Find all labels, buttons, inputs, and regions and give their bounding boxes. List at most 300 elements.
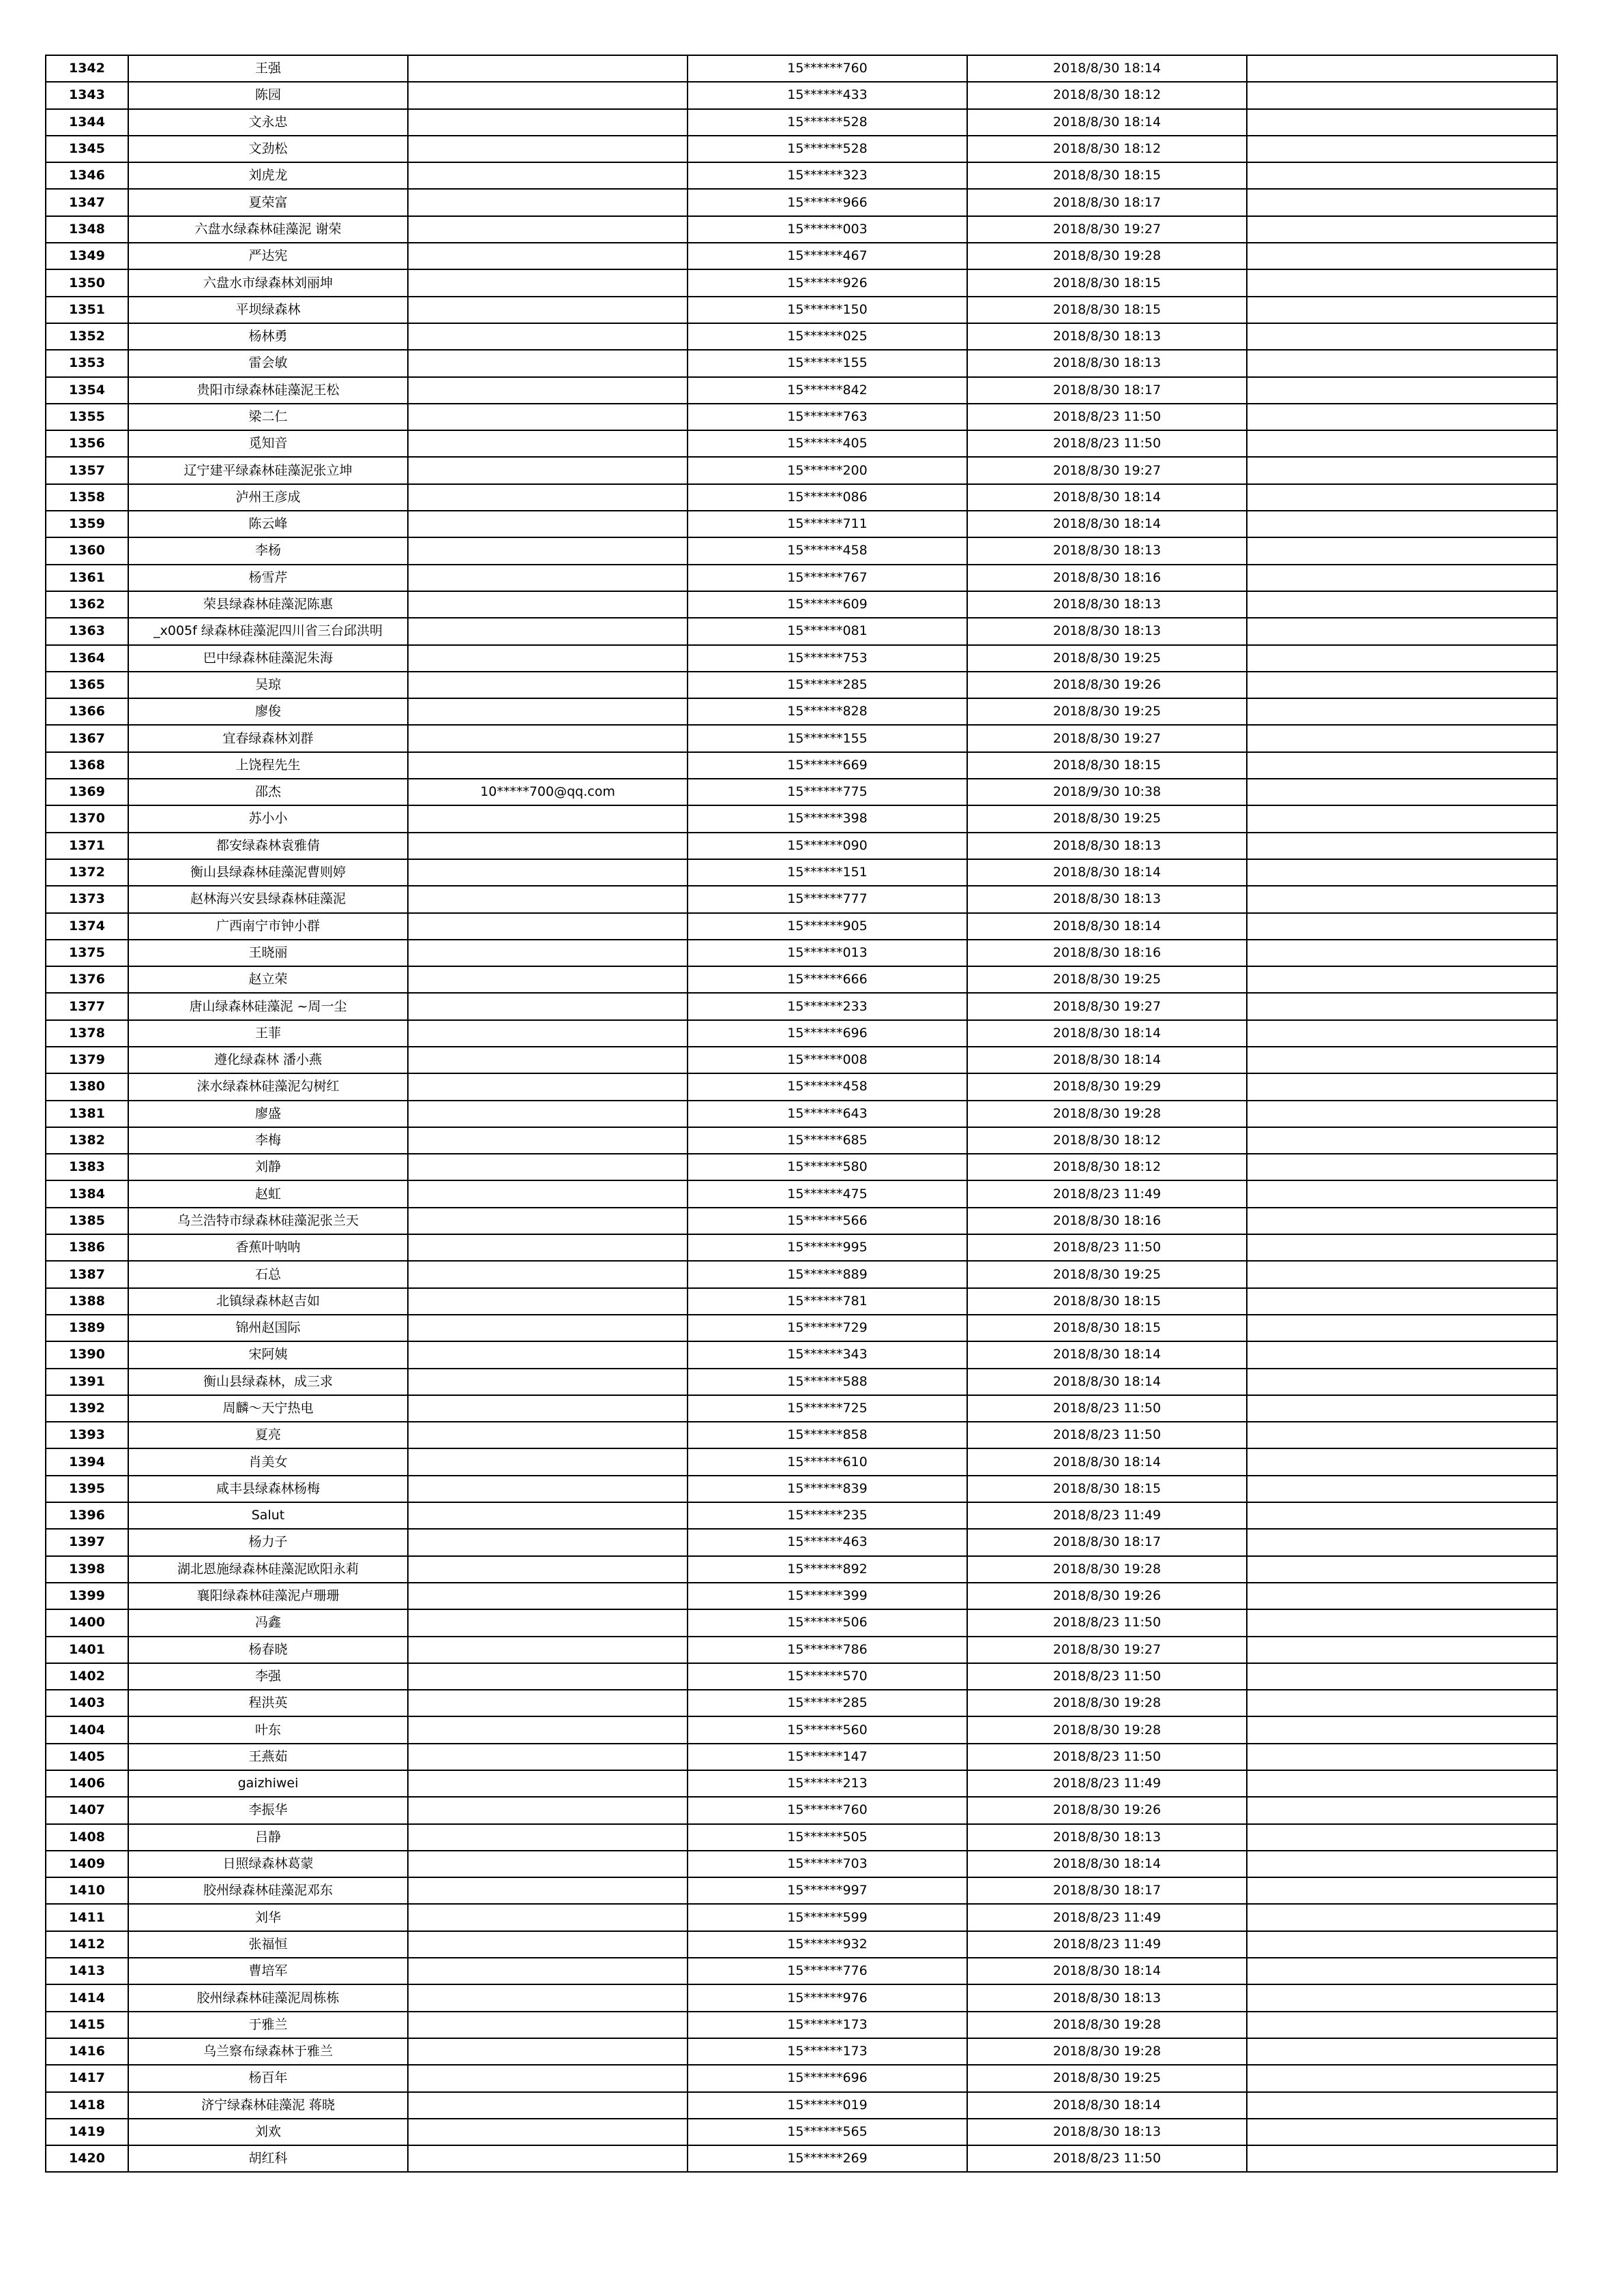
email-cell bbox=[408, 1958, 688, 1984]
phone-cell: 15******506 bbox=[688, 1609, 967, 1636]
row-number-cell: 1375 bbox=[46, 940, 128, 966]
datetime-cell: 2018/8/30 18:14 bbox=[967, 1369, 1247, 1395]
datetime-cell: 2018/8/30 18:14 bbox=[967, 1851, 1247, 1877]
table-row bbox=[46, 1663, 1557, 1690]
note-cell bbox=[1247, 377, 1557, 404]
email-cell bbox=[408, 1208, 688, 1234]
table-row bbox=[46, 833, 1557, 859]
phone-cell: 15******775 bbox=[688, 779, 967, 805]
email-cell bbox=[408, 1180, 688, 1207]
email-cell bbox=[408, 1770, 688, 1797]
phone-cell: 15******570 bbox=[688, 1663, 967, 1690]
row-number-cell: 1410 bbox=[46, 1877, 128, 1904]
phone-cell: 15******966 bbox=[688, 189, 967, 215]
note-cell bbox=[1247, 1690, 1557, 1716]
row-number-cell: 1361 bbox=[46, 565, 128, 591]
row-number-cell: 1416 bbox=[46, 2038, 128, 2065]
phone-cell: 15******398 bbox=[688, 805, 967, 832]
note-cell bbox=[1247, 269, 1557, 296]
row-number-cell: 1405 bbox=[46, 1744, 128, 1770]
table-row bbox=[46, 350, 1557, 376]
table-row bbox=[46, 1020, 1557, 1047]
note-cell bbox=[1247, 1984, 1557, 2011]
row-number-cell: 1382 bbox=[46, 1127, 128, 1154]
email-cell bbox=[408, 1288, 688, 1315]
row-number-cell: 1378 bbox=[46, 1020, 128, 1047]
name-cell: 赵林海兴安县绿森林硅藻泥 bbox=[128, 886, 408, 912]
data-table bbox=[45, 55, 1558, 2173]
phone-cell: 15******767 bbox=[688, 565, 967, 591]
email-cell bbox=[408, 1609, 688, 1636]
row-number-cell: 1365 bbox=[46, 672, 128, 698]
note-cell bbox=[1247, 993, 1557, 1019]
note-cell bbox=[1247, 1931, 1557, 1958]
phone-cell: 15******528 bbox=[688, 136, 967, 162]
name-cell: 衡山县绿森林，成三求 bbox=[128, 1369, 408, 1395]
table-row bbox=[46, 1315, 1557, 1341]
phone-cell: 15******433 bbox=[688, 82, 967, 108]
note-cell bbox=[1247, 1904, 1557, 1930]
table-row bbox=[46, 457, 1557, 483]
email-cell bbox=[408, 2145, 688, 2172]
email-cell bbox=[408, 1690, 688, 1716]
email-cell bbox=[408, 1583, 688, 1609]
datetime-cell: 2018/8/30 18:14 bbox=[967, 511, 1247, 537]
datetime-cell: 2018/8/30 19:25 bbox=[967, 805, 1247, 832]
datetime-cell: 2018/8/30 19:27 bbox=[967, 993, 1247, 1019]
phone-cell: 15******696 bbox=[688, 1020, 967, 1047]
table-row bbox=[46, 672, 1557, 698]
row-number-cell: 1384 bbox=[46, 1180, 128, 1207]
name-cell: 觅知音 bbox=[128, 430, 408, 457]
datetime-cell: 2018/8/30 18:14 bbox=[967, 2092, 1247, 2119]
table-row bbox=[46, 511, 1557, 537]
name-cell: 都安绿森林袁雅倩 bbox=[128, 833, 408, 859]
datetime-cell: 2018/8/30 18:14 bbox=[967, 913, 1247, 940]
table-row bbox=[46, 940, 1557, 966]
name-cell: 李杨 bbox=[128, 537, 408, 564]
phone-cell: 15******828 bbox=[688, 698, 967, 725]
table-row bbox=[46, 1180, 1557, 1207]
phone-cell: 15******233 bbox=[688, 993, 967, 1019]
datetime-cell: 2018/8/23 11:50 bbox=[967, 1663, 1247, 1690]
table-row bbox=[46, 2012, 1557, 2038]
table-row bbox=[46, 1716, 1557, 1743]
name-cell: 陈园 bbox=[128, 82, 408, 108]
name-cell: 肖美女 bbox=[128, 1448, 408, 1475]
name-cell: 曹培军 bbox=[128, 1958, 408, 1984]
email-cell bbox=[408, 966, 688, 993]
name-cell: 唐山绿森林硅藻泥 ~周一尘 bbox=[128, 993, 408, 1019]
phone-cell: 15******505 bbox=[688, 1824, 967, 1851]
table-row bbox=[46, 698, 1557, 725]
note-cell bbox=[1247, 725, 1557, 751]
row-number-cell: 1353 bbox=[46, 350, 128, 376]
phone-cell: 15******776 bbox=[688, 1958, 967, 1984]
phone-cell: 15******003 bbox=[688, 216, 967, 243]
row-number-cell: 1354 bbox=[46, 377, 128, 404]
row-number-cell: 1408 bbox=[46, 1824, 128, 1851]
datetime-cell: 2018/8/30 18:12 bbox=[967, 1154, 1247, 1180]
datetime-cell: 2018/8/30 19:25 bbox=[967, 966, 1247, 993]
email-cell bbox=[408, 1931, 688, 1958]
table-row bbox=[46, 1797, 1557, 1823]
note-cell bbox=[1247, 1716, 1557, 1743]
table-row bbox=[46, 404, 1557, 430]
email-cell bbox=[408, 404, 688, 430]
table-row bbox=[46, 859, 1557, 886]
name-cell: 六盘水市绿森林刘丽坤 bbox=[128, 269, 408, 296]
row-number-cell: 1399 bbox=[46, 1583, 128, 1609]
name-cell: 胡红科 bbox=[128, 2145, 408, 2172]
table-row bbox=[46, 1047, 1557, 1073]
row-number-cell: 1407 bbox=[46, 1797, 128, 1823]
row-number-cell: 1360 bbox=[46, 537, 128, 564]
phone-cell: 15******997 bbox=[688, 1877, 967, 1904]
phone-cell: 15******753 bbox=[688, 645, 967, 672]
note-cell bbox=[1247, 457, 1557, 483]
datetime-cell: 2018/8/30 18:15 bbox=[967, 297, 1247, 323]
datetime-cell: 2018/8/30 18:12 bbox=[967, 136, 1247, 162]
phone-cell: 15******905 bbox=[688, 913, 967, 940]
email-cell bbox=[408, 1448, 688, 1475]
name-cell: 巴中绿森林硅藻泥朱海 bbox=[128, 645, 408, 672]
table-row bbox=[46, 162, 1557, 189]
name-cell: 杨力子 bbox=[128, 1529, 408, 1555]
row-number-cell: 1388 bbox=[46, 1288, 128, 1315]
table-row bbox=[46, 1208, 1557, 1234]
table-row bbox=[46, 805, 1557, 832]
table-row bbox=[46, 1369, 1557, 1395]
datetime-cell: 2018/8/30 18:15 bbox=[967, 269, 1247, 296]
phone-cell: 15******842 bbox=[688, 377, 967, 404]
row-number-cell: 1344 bbox=[46, 109, 128, 136]
datetime-cell: 2018/8/30 18:12 bbox=[967, 1127, 1247, 1154]
row-number-cell: 1403 bbox=[46, 1690, 128, 1716]
email-cell bbox=[408, 1984, 688, 2011]
row-number-cell: 1393 bbox=[46, 1422, 128, 1448]
phone-cell: 15******763 bbox=[688, 404, 967, 430]
name-cell: 杨林勇 bbox=[128, 323, 408, 350]
note-cell bbox=[1247, 109, 1557, 136]
table-row bbox=[46, 1583, 1557, 1609]
table-row bbox=[46, 1637, 1557, 1663]
phone-cell: 15******463 bbox=[688, 1529, 967, 1555]
email-cell bbox=[408, 859, 688, 886]
note-cell bbox=[1247, 913, 1557, 940]
email-cell bbox=[408, 1127, 688, 1154]
email-cell bbox=[408, 1904, 688, 1930]
note-cell bbox=[1247, 297, 1557, 323]
name-cell: 杨春晓 bbox=[128, 1637, 408, 1663]
row-number-cell: 1411 bbox=[46, 1904, 128, 1930]
note-cell bbox=[1247, 1180, 1557, 1207]
phone-cell: 15******932 bbox=[688, 1931, 967, 1958]
row-number-cell: 1413 bbox=[46, 1958, 128, 1984]
phone-cell: 15******926 bbox=[688, 269, 967, 296]
note-cell bbox=[1247, 1341, 1557, 1368]
note-cell bbox=[1247, 1101, 1557, 1127]
email-cell bbox=[408, 2092, 688, 2119]
datetime-cell: 2018/8/30 18:14 bbox=[967, 109, 1247, 136]
row-number-cell: 1355 bbox=[46, 404, 128, 430]
email-cell bbox=[408, 1744, 688, 1770]
note-cell bbox=[1247, 1663, 1557, 1690]
phone-cell: 15******995 bbox=[688, 1234, 967, 1261]
phone-cell: 15******703 bbox=[688, 1851, 967, 1877]
datetime-cell: 2018/8/30 19:28 bbox=[967, 1101, 1247, 1127]
note-cell bbox=[1247, 1744, 1557, 1770]
table-row bbox=[46, 1851, 1557, 1877]
phone-cell: 15******151 bbox=[688, 859, 967, 886]
datetime-cell: 2018/8/30 18:14 bbox=[967, 484, 1247, 511]
note-cell bbox=[1247, 1288, 1557, 1315]
table-row bbox=[46, 377, 1557, 404]
email-cell bbox=[408, 993, 688, 1019]
row-number-cell: 1352 bbox=[46, 323, 128, 350]
phone-cell: 15******892 bbox=[688, 1556, 967, 1583]
name-cell: 泸州王彦成 bbox=[128, 484, 408, 511]
email-cell bbox=[408, 833, 688, 859]
phone-cell: 15******458 bbox=[688, 1073, 967, 1100]
row-number-cell: 1395 bbox=[46, 1476, 128, 1502]
phone-cell: 15******467 bbox=[688, 243, 967, 269]
row-number-cell: 1370 bbox=[46, 805, 128, 832]
name-cell: 刘虎龙 bbox=[128, 162, 408, 189]
table-row bbox=[46, 1476, 1557, 1502]
email-cell bbox=[408, 323, 688, 350]
datetime-cell: 2018/8/30 18:17 bbox=[967, 1529, 1247, 1555]
table-row bbox=[46, 323, 1557, 350]
name-cell: 刘华 bbox=[128, 1904, 408, 1930]
table-row bbox=[46, 1931, 1557, 1958]
datetime-cell: 2018/8/30 19:27 bbox=[967, 725, 1247, 751]
note-cell bbox=[1247, 833, 1557, 859]
row-number-cell: 1397 bbox=[46, 1529, 128, 1555]
note-cell bbox=[1247, 1851, 1557, 1877]
row-number-cell: 1349 bbox=[46, 243, 128, 269]
name-cell: 襄阳绿森林硅藻泥卢珊珊 bbox=[128, 1583, 408, 1609]
email-cell bbox=[408, 1395, 688, 1422]
name-cell: 于雅兰 bbox=[128, 2012, 408, 2038]
email-cell bbox=[408, 698, 688, 725]
name-cell: 刘欢 bbox=[128, 2119, 408, 2145]
table-row bbox=[46, 1958, 1557, 1984]
name-cell: 乌兰浩特市绿森林硅藻泥张兰天 bbox=[128, 1208, 408, 1234]
name-cell: 苏小小 bbox=[128, 805, 408, 832]
name-cell: 赵立荣 bbox=[128, 966, 408, 993]
table-row bbox=[46, 1502, 1557, 1529]
email-cell bbox=[408, 269, 688, 296]
row-number-cell: 1392 bbox=[46, 1395, 128, 1422]
datetime-cell: 2018/8/30 18:15 bbox=[967, 1288, 1247, 1315]
name-cell: 荣县绿森林硅藻泥陈惠 bbox=[128, 591, 408, 618]
table-row bbox=[46, 109, 1557, 136]
row-number-cell: 1383 bbox=[46, 1154, 128, 1180]
phone-cell: 15******173 bbox=[688, 2038, 967, 2065]
row-number-cell: 1367 bbox=[46, 725, 128, 751]
email-cell bbox=[408, 136, 688, 162]
phone-cell: 15******173 bbox=[688, 2012, 967, 2038]
row-number-cell: 1346 bbox=[46, 162, 128, 189]
table-row bbox=[46, 1261, 1557, 1287]
phone-cell: 15******458 bbox=[688, 537, 967, 564]
email-cell bbox=[408, 1476, 688, 1502]
datetime-cell: 2018/8/23 11:50 bbox=[967, 2145, 1247, 2172]
phone-cell: 15******786 bbox=[688, 1637, 967, 1663]
row-number-cell: 1347 bbox=[46, 189, 128, 215]
datetime-cell: 2018/8/30 18:13 bbox=[967, 1824, 1247, 1851]
row-number-cell: 1368 bbox=[46, 752, 128, 779]
name-cell: 王晓丽 bbox=[128, 940, 408, 966]
row-number-cell: 1371 bbox=[46, 833, 128, 859]
table-row bbox=[46, 1556, 1557, 1583]
datetime-cell: 2018/8/30 18:15 bbox=[967, 1315, 1247, 1341]
phone-cell: 15******343 bbox=[688, 1341, 967, 1368]
table-row bbox=[46, 993, 1557, 1019]
datetime-cell: 2018/8/30 18:17 bbox=[967, 189, 1247, 215]
datetime-cell: 2018/8/30 18:14 bbox=[967, 1341, 1247, 1368]
email-cell bbox=[408, 1369, 688, 1395]
phone-cell: 15******696 bbox=[688, 2065, 967, 2091]
row-number-cell: 1412 bbox=[46, 1931, 128, 1958]
table-row bbox=[46, 966, 1557, 993]
row-number-cell: 1369 bbox=[46, 779, 128, 805]
datetime-cell: 2018/8/23 11:50 bbox=[967, 1234, 1247, 1261]
datetime-cell: 2018/8/23 11:49 bbox=[967, 1931, 1247, 1958]
name-cell: 夏亮 bbox=[128, 1422, 408, 1448]
row-number-cell: 1379 bbox=[46, 1047, 128, 1073]
phone-cell: 15******081 bbox=[688, 618, 967, 644]
table-row bbox=[46, 1288, 1557, 1315]
row-number-cell: 1345 bbox=[46, 136, 128, 162]
name-cell: Salut bbox=[128, 1502, 408, 1529]
row-number-cell: 1356 bbox=[46, 430, 128, 457]
name-cell: 周麟～天宁热电 bbox=[128, 1395, 408, 1422]
name-cell: 刘静 bbox=[128, 1154, 408, 1180]
note-cell bbox=[1247, 752, 1557, 779]
name-cell: 叶东 bbox=[128, 1716, 408, 1743]
phone-cell: 15******150 bbox=[688, 297, 967, 323]
note-cell bbox=[1247, 1609, 1557, 1636]
phone-cell: 15******565 bbox=[688, 2119, 967, 2145]
row-number-cell: 1373 bbox=[46, 886, 128, 912]
name-cell: 李强 bbox=[128, 1663, 408, 1690]
datetime-cell: 2018/8/30 18:16 bbox=[967, 565, 1247, 591]
email-cell bbox=[408, 2119, 688, 2145]
email-cell bbox=[408, 1073, 688, 1100]
name-cell: 冯鑫 bbox=[128, 1609, 408, 1636]
table-row bbox=[46, 1690, 1557, 1716]
row-number-cell: 1389 bbox=[46, 1315, 128, 1341]
datetime-cell: 2018/8/30 18:13 bbox=[967, 537, 1247, 564]
email-cell bbox=[408, 350, 688, 376]
name-cell: 石总 bbox=[128, 1261, 408, 1287]
email-cell bbox=[408, 1663, 688, 1690]
table-row bbox=[46, 2092, 1557, 2119]
email-cell bbox=[408, 940, 688, 966]
table-row bbox=[46, 269, 1557, 296]
name-cell: 宜春绿森林刘群 bbox=[128, 725, 408, 751]
note-cell bbox=[1247, 1422, 1557, 1448]
datetime-cell: 2018/8/30 18:13 bbox=[967, 886, 1247, 912]
name-cell: 济宁绿森林硅藻泥 蒋晓 bbox=[128, 2092, 408, 2119]
name-cell: 六盘水绿森林硅藻泥 谢荣 bbox=[128, 216, 408, 243]
name-cell: 咸丰县绿森林杨梅 bbox=[128, 1476, 408, 1502]
table-row bbox=[46, 618, 1557, 644]
email-cell bbox=[408, 457, 688, 483]
row-number-cell: 1342 bbox=[46, 55, 128, 82]
phone-cell: 15******580 bbox=[688, 1154, 967, 1180]
row-number-cell: 1387 bbox=[46, 1261, 128, 1287]
email-cell bbox=[408, 752, 688, 779]
phone-cell: 15******588 bbox=[688, 1369, 967, 1395]
email-cell bbox=[408, 377, 688, 404]
table-row bbox=[46, 645, 1557, 672]
row-number-cell: 1350 bbox=[46, 269, 128, 296]
note-cell bbox=[1247, 2065, 1557, 2091]
row-number-cell: 1396 bbox=[46, 1502, 128, 1529]
phone-cell: 15******777 bbox=[688, 886, 967, 912]
datetime-cell: 2018/8/30 18:14 bbox=[967, 1448, 1247, 1475]
email-cell bbox=[408, 1020, 688, 1047]
note-cell bbox=[1247, 1315, 1557, 1341]
phone-cell: 15******729 bbox=[688, 1315, 967, 1341]
datetime-cell: 2018/8/30 19:28 bbox=[967, 1716, 1247, 1743]
datetime-cell: 2018/8/30 18:17 bbox=[967, 377, 1247, 404]
name-cell: 香蕉叶呐呐 bbox=[128, 1234, 408, 1261]
phone-cell: 15******025 bbox=[688, 323, 967, 350]
email-cell bbox=[408, 645, 688, 672]
phone-cell: 15******155 bbox=[688, 725, 967, 751]
email-cell bbox=[408, 1556, 688, 1583]
phone-cell: 15******976 bbox=[688, 1984, 967, 2011]
name-cell: 夏荣富 bbox=[128, 189, 408, 215]
datetime-cell: 2018/8/30 18:13 bbox=[967, 618, 1247, 644]
datetime-cell: 2018/8/30 18:14 bbox=[967, 1047, 1247, 1073]
name-cell: 日照绿森林葛蒙 bbox=[128, 1851, 408, 1877]
email-cell bbox=[408, 1101, 688, 1127]
row-number-cell: 1404 bbox=[46, 1716, 128, 1743]
email-cell bbox=[408, 1261, 688, 1287]
note-cell bbox=[1247, 1529, 1557, 1555]
name-cell: 湖北恩施绿森林硅藻泥欧阳永莉 bbox=[128, 1556, 408, 1583]
email-cell bbox=[408, 55, 688, 82]
email-cell bbox=[408, 1716, 688, 1743]
phone-cell: 15******760 bbox=[688, 55, 967, 82]
note-cell bbox=[1247, 136, 1557, 162]
note-cell bbox=[1247, 1556, 1557, 1583]
phone-cell: 15******858 bbox=[688, 1422, 967, 1448]
datetime-cell: 2018/8/30 18:17 bbox=[967, 1877, 1247, 1904]
email-cell bbox=[408, 484, 688, 511]
phone-cell: 15******609 bbox=[688, 591, 967, 618]
datetime-cell: 2018/8/23 11:49 bbox=[967, 1502, 1247, 1529]
row-number-cell: 1351 bbox=[46, 297, 128, 323]
name-cell: 乌兰察布绿森林于雅兰 bbox=[128, 2038, 408, 2065]
email-cell bbox=[408, 1877, 688, 1904]
row-number-cell: 1377 bbox=[46, 993, 128, 1019]
table-row bbox=[46, 913, 1557, 940]
name-cell: 赵虹 bbox=[128, 1180, 408, 1207]
table-row bbox=[46, 565, 1557, 591]
email-cell bbox=[408, 565, 688, 591]
row-number-cell: 1418 bbox=[46, 2092, 128, 2119]
note-cell bbox=[1247, 1958, 1557, 1984]
row-number-cell: 1406 bbox=[46, 1770, 128, 1797]
phone-cell: 15******399 bbox=[688, 1583, 967, 1609]
note-cell bbox=[1247, 1073, 1557, 1100]
